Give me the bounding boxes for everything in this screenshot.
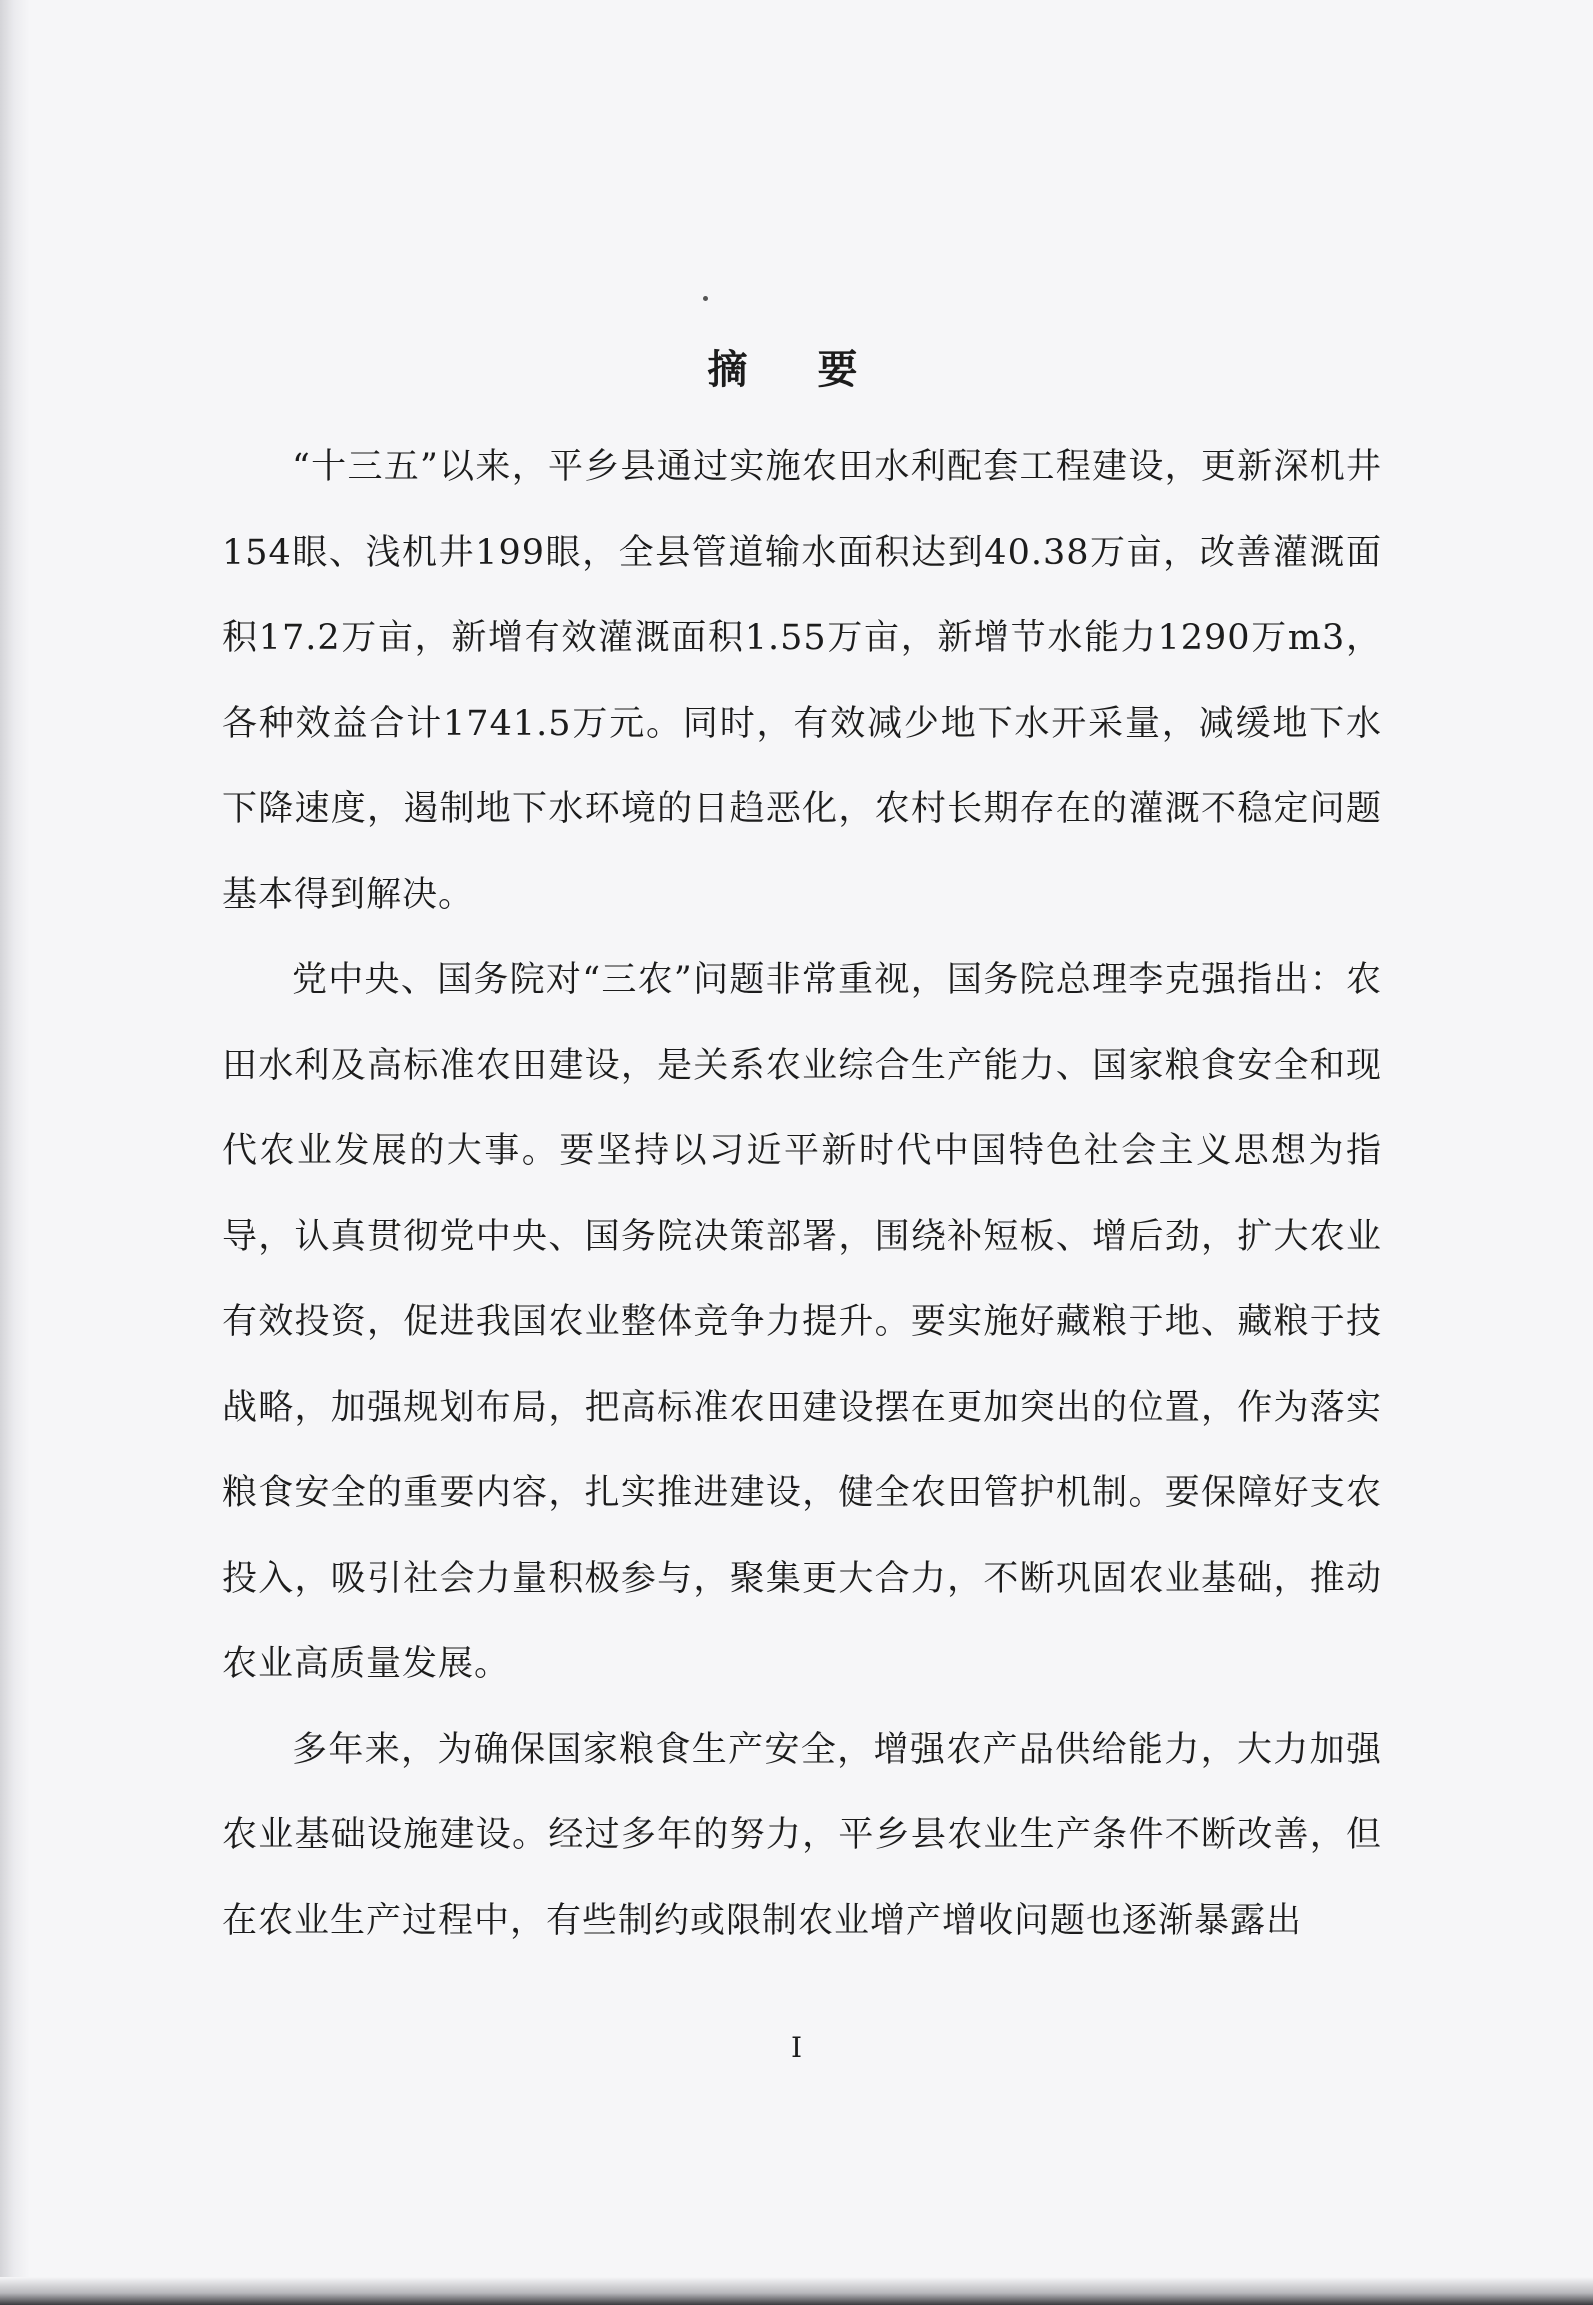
page-title: 摘 要 — [707, 346, 886, 393]
scan-speck — [703, 296, 708, 301]
abstract-body — [222, 425, 1382, 1964]
page-bottom-edge — [0, 2277, 1593, 2305]
paragraph-1: “十三五”以来，平乡县通过实施农田水利配套工程建设，更新深机井154眼、浅机井199眼，全县管道输水面积达到40.38万亩，改善灌溉面积17.2万亩，新增有效灌溉面积1.55万亩，新增节水能力1290万m3，各种效益合计1741.5万元。同时，有效减少地下水开采量，减缓地下水下降速度，遏制地下水环境的日趋恶化，农村长期存在的灌溉不稳定问题基本得到解决。 — [222, 447, 1382, 915]
paragraph-3: 多年来，为确保国家粮食生产安全，增强农产品供给能力，大力加强农业基础设施建设。经过多年的努力，平乡县农业生产条件不断改善，但在农业生产过程中，有些制约或限制农业增产增收问题也逐渐暴露出 — [222, 1729, 1382, 1941]
page-number: I — [790, 2031, 803, 2064]
paragraph-2: 党中央、国务院对“三农”问题非常重视，国务院总理李克强指出：农田水利及高标准农田建设，是关系农业综合生产能力、国家粮食安全和现代农业发展的大事。要坚持以习近平新时代中国特色社会主义思想为指导，认真贯彻党中央、国务院决策部署，围绕补短板、增后劲，扩大农业有效投资，促进我国农业整体竞争力提升。要实施好藏粮于地、藏粮于技战略，加强规划布局，把高标准农田建设摆在更加突出的位置，作为落实粮食安全的重要内容，扎实推进建设，健全农田管护机制。要保障好支农投入，吸引社会力量积极参与，聚集更大合力，不断巩固农业基础，推动农业高质量发展。 — [222, 960, 1382, 1684]
